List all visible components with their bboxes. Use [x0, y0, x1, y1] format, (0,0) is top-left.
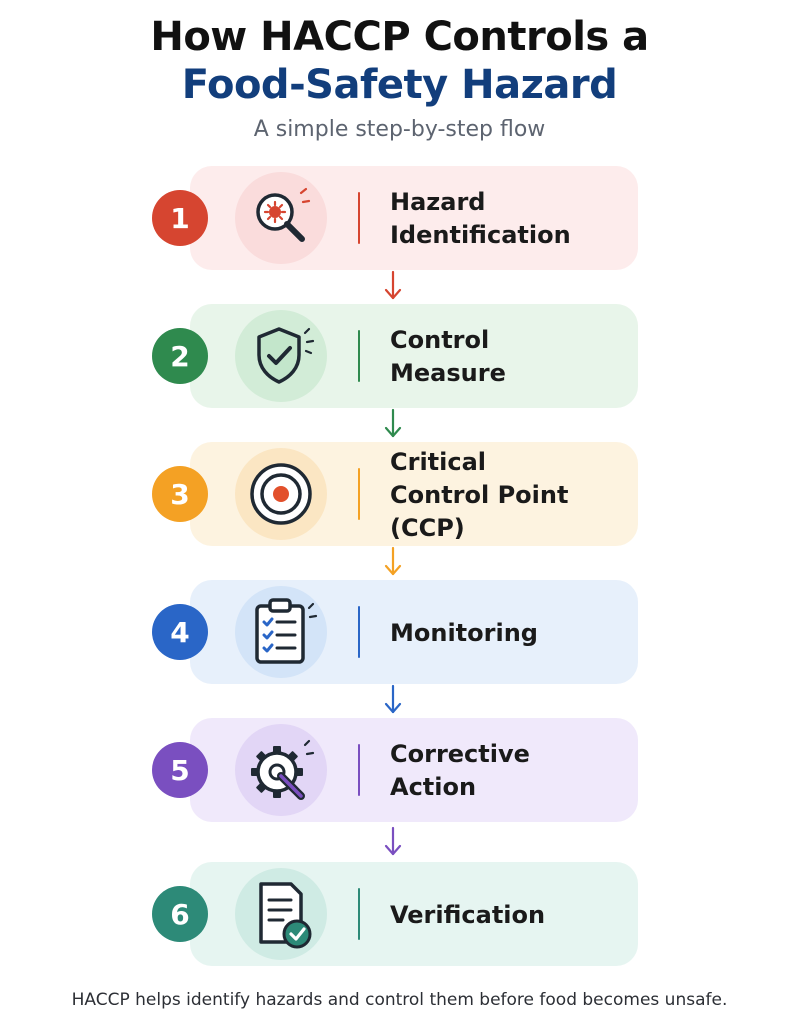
- magnifier-bacteria-icon: [235, 172, 327, 264]
- step-number-badge-5: 5: [152, 742, 208, 798]
- step-divider-6: [358, 888, 360, 940]
- page-subtitle: A simple step-by-step flow: [253, 117, 546, 142]
- step-number-badge-1: 1: [152, 190, 208, 246]
- step-label-2: Control Measure: [390, 326, 506, 387]
- step-label-1: Hazard Identification: [390, 188, 571, 249]
- step-divider-4: [358, 606, 360, 658]
- page-title-line2: Food-Safety Hazard: [181, 62, 618, 108]
- step-divider-1: [358, 192, 360, 244]
- step-label-5: Corrective Action: [390, 740, 530, 801]
- page-title-line1: How HACCP Controls a: [150, 14, 649, 60]
- target-icon: [235, 448, 327, 540]
- step-divider-2: [358, 330, 360, 382]
- step-divider-3: [358, 468, 360, 520]
- step-number-badge-6: 6: [152, 886, 208, 942]
- step-label-3: Critical Control Point (CCP): [390, 447, 569, 542]
- flow-arrow-2: [383, 408, 403, 442]
- flow-arrow-4: [383, 684, 403, 718]
- flow-arrow-3: [383, 546, 403, 580]
- step-number-badge-3: 3: [152, 466, 208, 522]
- document-check-icon: [235, 868, 327, 960]
- step-number-badge-4: 4: [152, 604, 208, 660]
- step-label-6: Verification: [390, 900, 546, 929]
- step-label-4: Monitoring: [390, 618, 538, 647]
- flow-arrow-5: [383, 826, 403, 860]
- gear-wrench-icon: [235, 724, 327, 816]
- clipboard-checklist-icon: [235, 586, 327, 678]
- step-number-badge-2: 2: [152, 328, 208, 384]
- step-divider-5: [358, 744, 360, 796]
- footer-note: HACCP helps identify hazards and control them before food becomes unsafe.: [71, 990, 728, 1010]
- flow-arrow-1: [383, 270, 403, 304]
- shield-check-icon: [235, 310, 327, 402]
